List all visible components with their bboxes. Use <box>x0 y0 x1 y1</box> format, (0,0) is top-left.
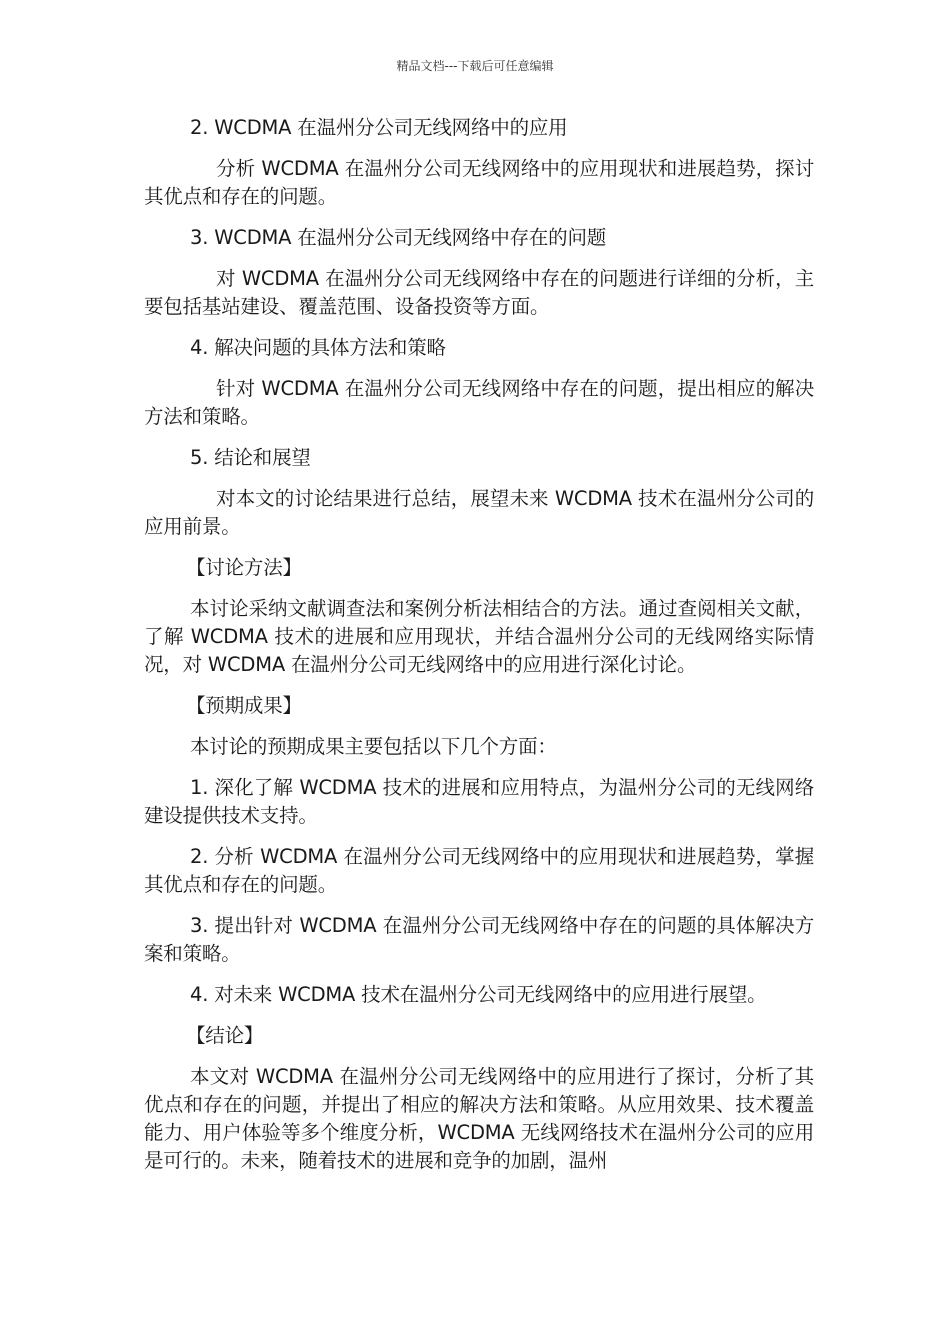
document-body <box>144 114 814 1188</box>
list-item-heading: 3. WCDMA 在温州分公司无线网络中存在的问题 <box>190 226 607 249</box>
list-item-heading: 2. WCDMA 在温州分公司无线网络中的应用 <box>190 116 568 139</box>
page-header: 精品文档---下载后可任意编辑 <box>396 59 554 73</box>
list-item-detail: 对本文的讨论结果进行总结，展望未来 WCDMA 技术在温州分公司的应用前景。 <box>144 487 814 538</box>
result-item: 2. 分析 WCDMA 在温州分公司无线网络中的应用现状和进展趋势，掌握其优点和存在的问题。 <box>144 845 814 896</box>
section-heading-expected-results: 【预期成果】 <box>186 694 302 717</box>
body-paragraph: 本文对 WCDMA 在温州分公司无线网络中的应用进行了探讨，分析了其优点和存在的问题，并提出了相应的解决方法和策略。从应用效果、技术覆盖能力、用户体验等多个维度分析，WCDMA 无线网络技术在温州分公司的应用是可行的。未来，随着技术的进展和竞争的加剧，温州 <box>144 1065 814 1172</box>
list-item-detail: 分析 WCDMA 在温州分公司无线网络中的应用现状和进展趋势，探讨其优点和存在的问题。 <box>144 157 814 208</box>
section-heading-methods: 【讨论方法】 <box>186 556 302 579</box>
list-item-heading: 4. 解决问题的具体方法和策略 <box>190 336 446 359</box>
list-item-detail: 针对 WCDMA 在温州分公司无线网络中存在的问题，提出相应的解决方法和策略。 <box>144 377 814 428</box>
result-item: 3. 提出针对 WCDMA 在温州分公司无线网络中存在的问题的具体解决方案和策略。 <box>144 914 814 965</box>
list-item-detail: 对 WCDMA 在温州分公司无线网络中存在的问题进行详细的分析，主要包括基站建设、覆盖范围、设备投资等方面。 <box>144 267 814 318</box>
result-item: 1. 深化了解 WCDMA 技术的进展和应用特点，为温州分公司的无线网络建设提供技术支持。 <box>144 776 814 827</box>
section-heading-conclusion: 【结论】 <box>186 1024 264 1047</box>
body-paragraph: 本讨论的预期成果主要包括以下几个方面： <box>190 735 557 758</box>
list-item-heading: 5. 结论和展望 <box>190 446 311 469</box>
result-item: 4. 对未来 WCDMA 技术在温州分公司无线网络中的应用进行展望。 <box>190 983 767 1006</box>
body-paragraph: 本讨论采纳文献调查法和案例分析法相结合的方法。通过查阅相关文献，了解 WCDMA 技术的进展和应用现状，并结合温州分公司的无线网络实际情况，对 WCDMA 在温州分公司无线网络中的应用进行深化讨论。 <box>144 597 814 676</box>
